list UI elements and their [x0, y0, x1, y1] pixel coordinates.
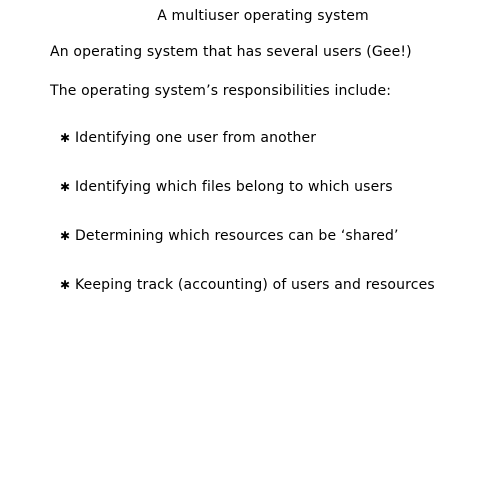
asterisk-bullet-icon: ✱ — [60, 229, 71, 243]
asterisk-bullet-icon: ✱ — [60, 131, 71, 145]
list-item-text: Identifying one user from another — [75, 130, 317, 146]
slide-title: A multiuser operating system — [157, 8, 369, 24]
list-item-text: Determining which resources can be ‘shared’ — [75, 228, 399, 244]
responsibilities-list — [60, 129, 435, 325]
list-item — [60, 129, 435, 178]
list-item-text: Keeping track (accounting) of users and resources — [75, 277, 435, 293]
list-item-text: Identifying which files belong to which users — [75, 179, 393, 195]
list-item — [60, 178, 435, 227]
asterisk-bullet-icon: ✱ — [60, 180, 71, 194]
intro-paragraph: An operating system that has several users (Gee!) — [50, 44, 412, 60]
responsibilities-lead: The operating system’s responsibilities include: — [50, 83, 392, 99]
asterisk-bullet-icon: ✱ — [60, 278, 71, 292]
list-item — [60, 227, 435, 276]
list-item — [60, 276, 435, 325]
